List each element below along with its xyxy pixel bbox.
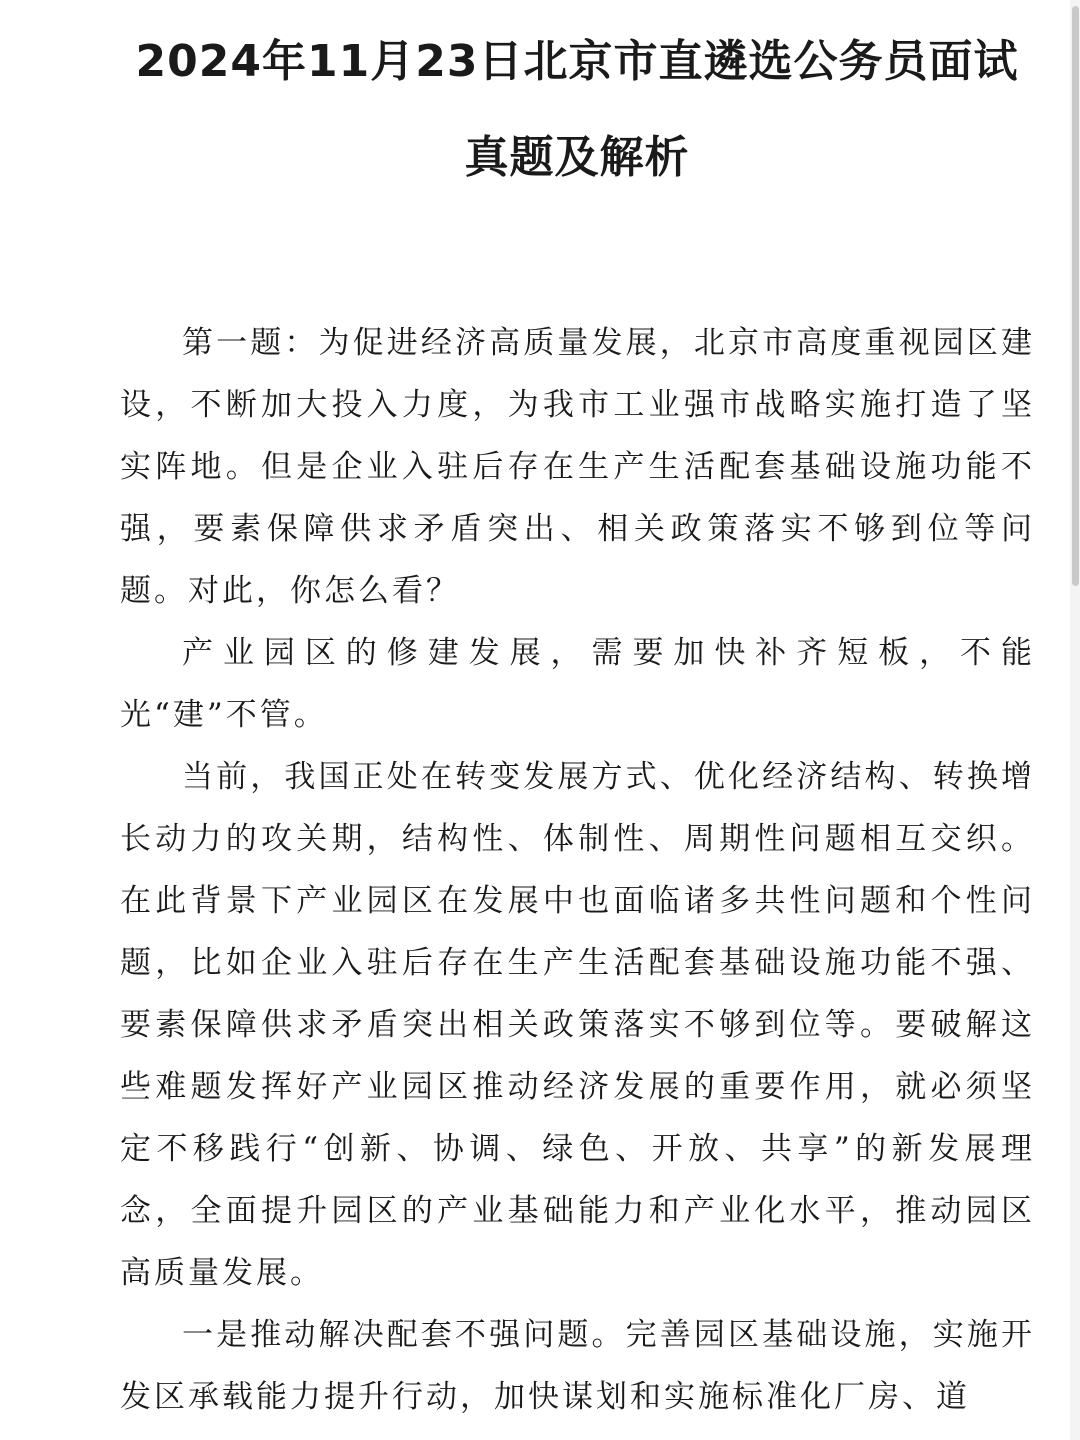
document-title-line-2: 真题及解析 bbox=[464, 132, 690, 183]
vertical-scrollbar[interactable] bbox=[1070, 0, 1080, 1440]
scrollbar-thumb[interactable] bbox=[1072, 6, 1079, 586]
document-title-line-1: 2024年11月23日北京市直遴选公务员面试 bbox=[135, 36, 1019, 87]
paragraph-analysis: 当前，我国正处在转变发展方式、优化经济结构、转换增长动力的攻关期，结构性、体制性、周期性问题相互交织。在此背景下产业园区在发展中也面临诸多共性问题和个性问题，比如企业入驻后存在生产生活配套基础设施功能不强、要素保障供求矛盾突出相关政策落实不够到位等。要破解这些难题发挥好产业园区推动经济发展的重要作用，就必须坚定不移践行“创新、协调、绿色、开放、共享”的新发展理念，全面提升园区的产业基础能力和产业化水平，推动园区高质量发展。 bbox=[120, 759, 1035, 1291]
document-body bbox=[120, 312, 1035, 1428]
paragraph-viewpoint: 产业园区的修建发展，需要加快补齐短板，不能光“建”不管。 bbox=[120, 635, 1035, 733]
paragraph-measure-1: 一是推动解决配套不强问题。完善园区基础设施，实施开发区承载能力提升行动，加快谋划和实施标准化厂房、道 bbox=[120, 1317, 1035, 1415]
paragraph-question: 第一题：为促进经济高质量发展，北京市高度重视园区建设，不断加大投入力度，为我市工业强市战略实施打造了坚实阵地。但是企业入驻后存在生产生活配套基础设施功能不强，要素保障供求矛盾突出、相关政策落实不够到位等问题。对此，你怎么看？ bbox=[120, 325, 1035, 609]
